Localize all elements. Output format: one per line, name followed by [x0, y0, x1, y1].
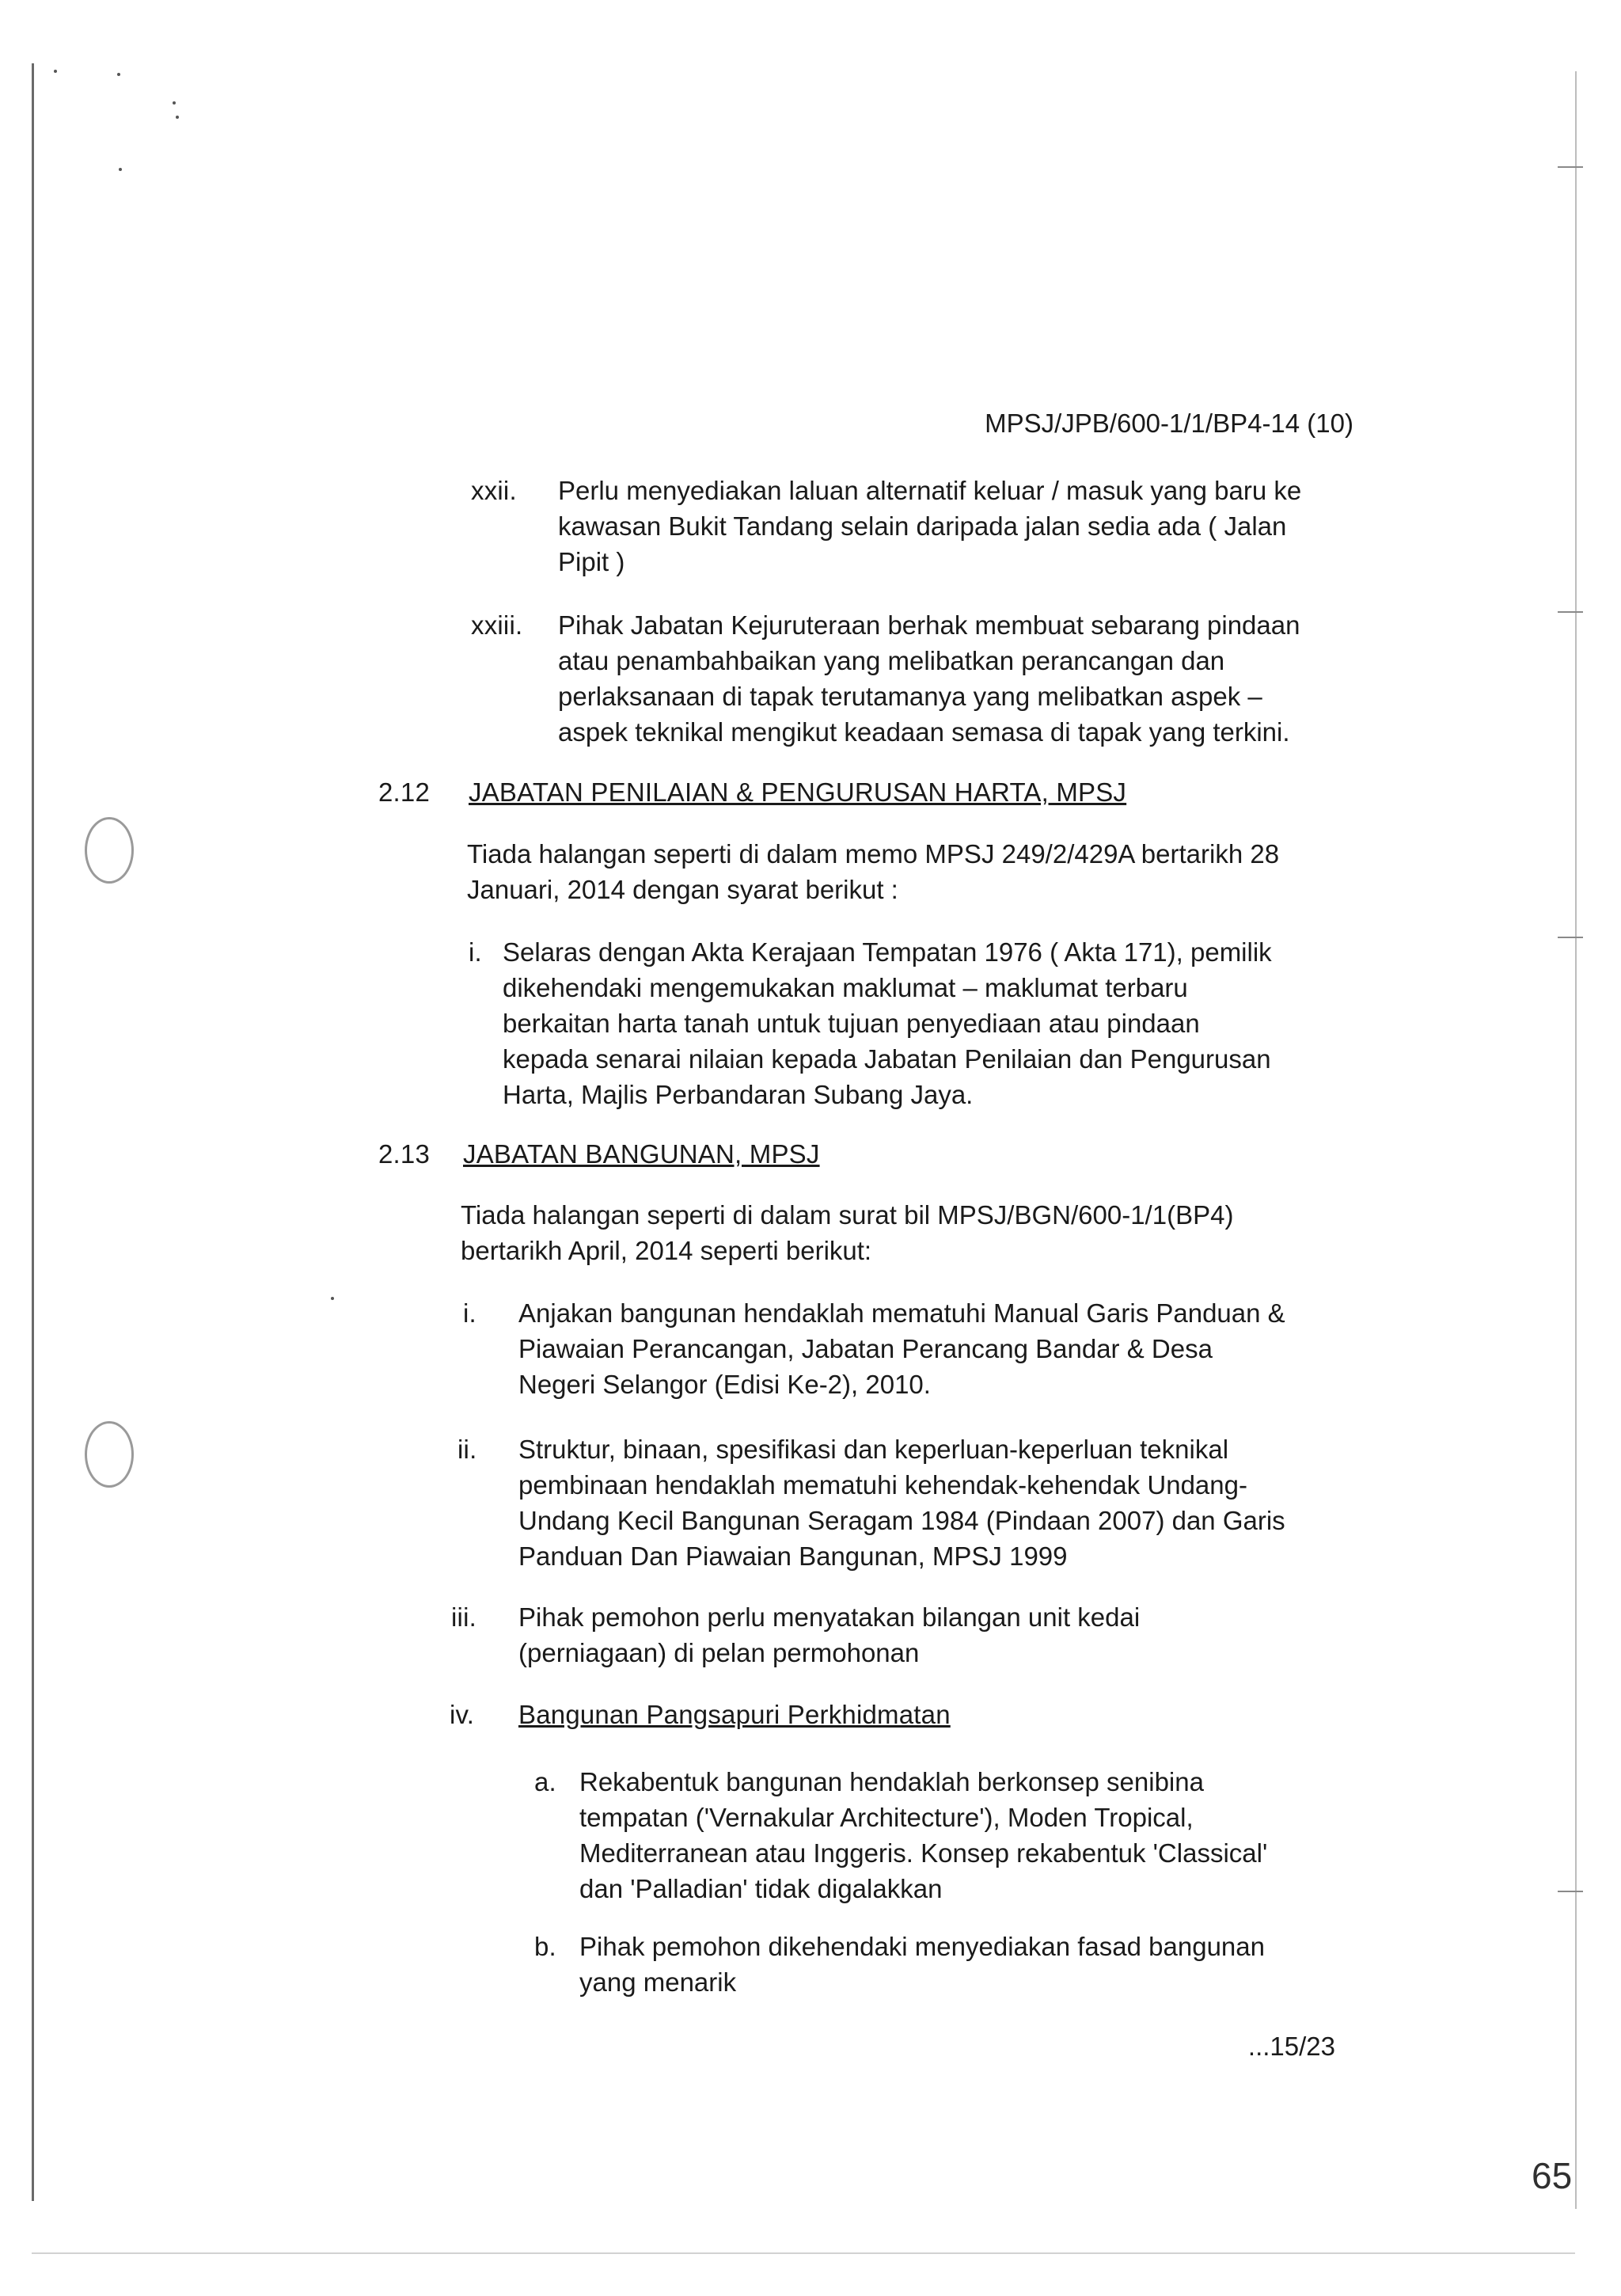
item-text: Perlu menyediakan laluan alternatif keluar / masuk yang baru ke kawasan Bukit Tandang selain daripada jalan sedia ada ( Jalan Pipit ): [558, 476, 1302, 576]
subitem-letter: a.: [534, 1767, 556, 1796]
scan-speck: [331, 1297, 334, 1300]
margin-tick: [1558, 611, 1583, 613]
page-stamp-number: 65: [1532, 2155, 1573, 2196]
item-text: Struktur, binaan, spesifikasi dan keperluan-keperluan teknikal pembinaan hendaklah mematuhi kehendak-kehendak Undang- Undang Kecil Bangunan Seragam 1984 (Pindaan 2007) dan Garis Panduan Dan Piawaian Bangunan, MPSJ 1999: [518, 1435, 1285, 1571]
item-text: Selaras dengan Akta Kerajaan Tempatan 1976 ( Akta 171), pemilik dikehendaki mengemukakan maklumat – maklumat terbaru berkaitan harta tanah untuk tujuan penyediaan atau pindaan kepada senarai nilaian kepada Jabatan Penilaian dan Pengurusan Harta, Majlis Perbandaran Subang Jaya.: [503, 937, 1272, 1109]
left-binding-line: [32, 63, 34, 2201]
item-number: ii.: [457, 1435, 477, 1464]
scan-speck: [119, 168, 122, 171]
scan-speck: [176, 116, 179, 119]
scan-speck: [117, 73, 120, 76]
section-heading: JABATAN BANGUNAN, MPSJ: [463, 1139, 820, 1169]
section-heading: JABATAN PENILAIAN & PENGURUSAN HARTA, MPSJ: [469, 777, 1127, 807]
item-text: Pihak Jabatan Kejuruteraan berhak membuat sebarang pindaan atau penambahbaikan yang melibatkan perancangan dan perlaksanaan di tapak terutamanya yang melibatkan aspek – aspek teknikal mengikut keadaan semasa di tapak yang terkini.: [558, 610, 1300, 747]
subitem-text: Pihak pemohon dikehendaki menyediakan fasad bangunan yang menarik: [579, 1932, 1265, 1997]
item-number: xxiii.: [471, 610, 523, 640]
section-number: 2.12: [378, 777, 431, 807]
margin-tick: [1558, 1891, 1583, 1892]
section-number: 2.13: [378, 1139, 431, 1169]
document-reference: MPSJ/JPB/600-1/1/BP4-14 (10): [985, 409, 1353, 438]
section-intro: Tiada halangan seperti di dalam surat bil MPSJ/BGN/600-1/1(BP4) bertarikh April, 2014 seperti berikut:: [461, 1200, 1234, 1265]
section-intro: Tiada halangan seperti di dalam memo MPSJ 249/2/429A bertarikh 28 Januari, 2014 dengan syarat berikut :: [467, 839, 1280, 904]
punch-hole: [85, 1421, 134, 1488]
margin-tick: [1558, 937, 1583, 938]
item-text: Anjakan bangunan hendaklah mematuhi Manual Garis Panduan & Piawaian Perancangan, Jabatan Perancang Bandar & Desa Negeri Selangor (Edisi Ke-2), 2010.: [518, 1298, 1285, 1399]
page-continuation: ...15/23: [1247, 2032, 1335, 2061]
subitem-text: Rekabentuk bangunan hendaklah berkonsep senibina tempatan ('Vernakular Architecture'), Moden Tropical, Mediterranean atau Inggeris. Konsep rekabentuk 'Classical' dan 'Palladian' tidak digalakkan: [579, 1767, 1268, 1903]
subitem-letter: b.: [534, 1932, 556, 1961]
subsection-heading: Bangunan Pangsapuri Perkhidmatan: [518, 1700, 951, 1729]
scan-speck: [54, 70, 57, 73]
margin-tick: [1558, 166, 1583, 168]
scan-speck: [173, 101, 176, 105]
item-number: xxii.: [471, 476, 517, 505]
item-number: iii.: [451, 1602, 476, 1632]
punch-hole: [85, 817, 134, 884]
bottom-scan-line: [32, 2252, 1575, 2254]
item-text: Pihak pemohon perlu menyatakan bilangan unit kedai (perniagaan) di pelan permohonan: [518, 1602, 1141, 1667]
item-number: i.: [463, 1298, 476, 1328]
right-margin-line: [1575, 71, 1577, 2209]
item-number: i.: [469, 937, 482, 967]
item-number: iv.: [450, 1700, 475, 1729]
